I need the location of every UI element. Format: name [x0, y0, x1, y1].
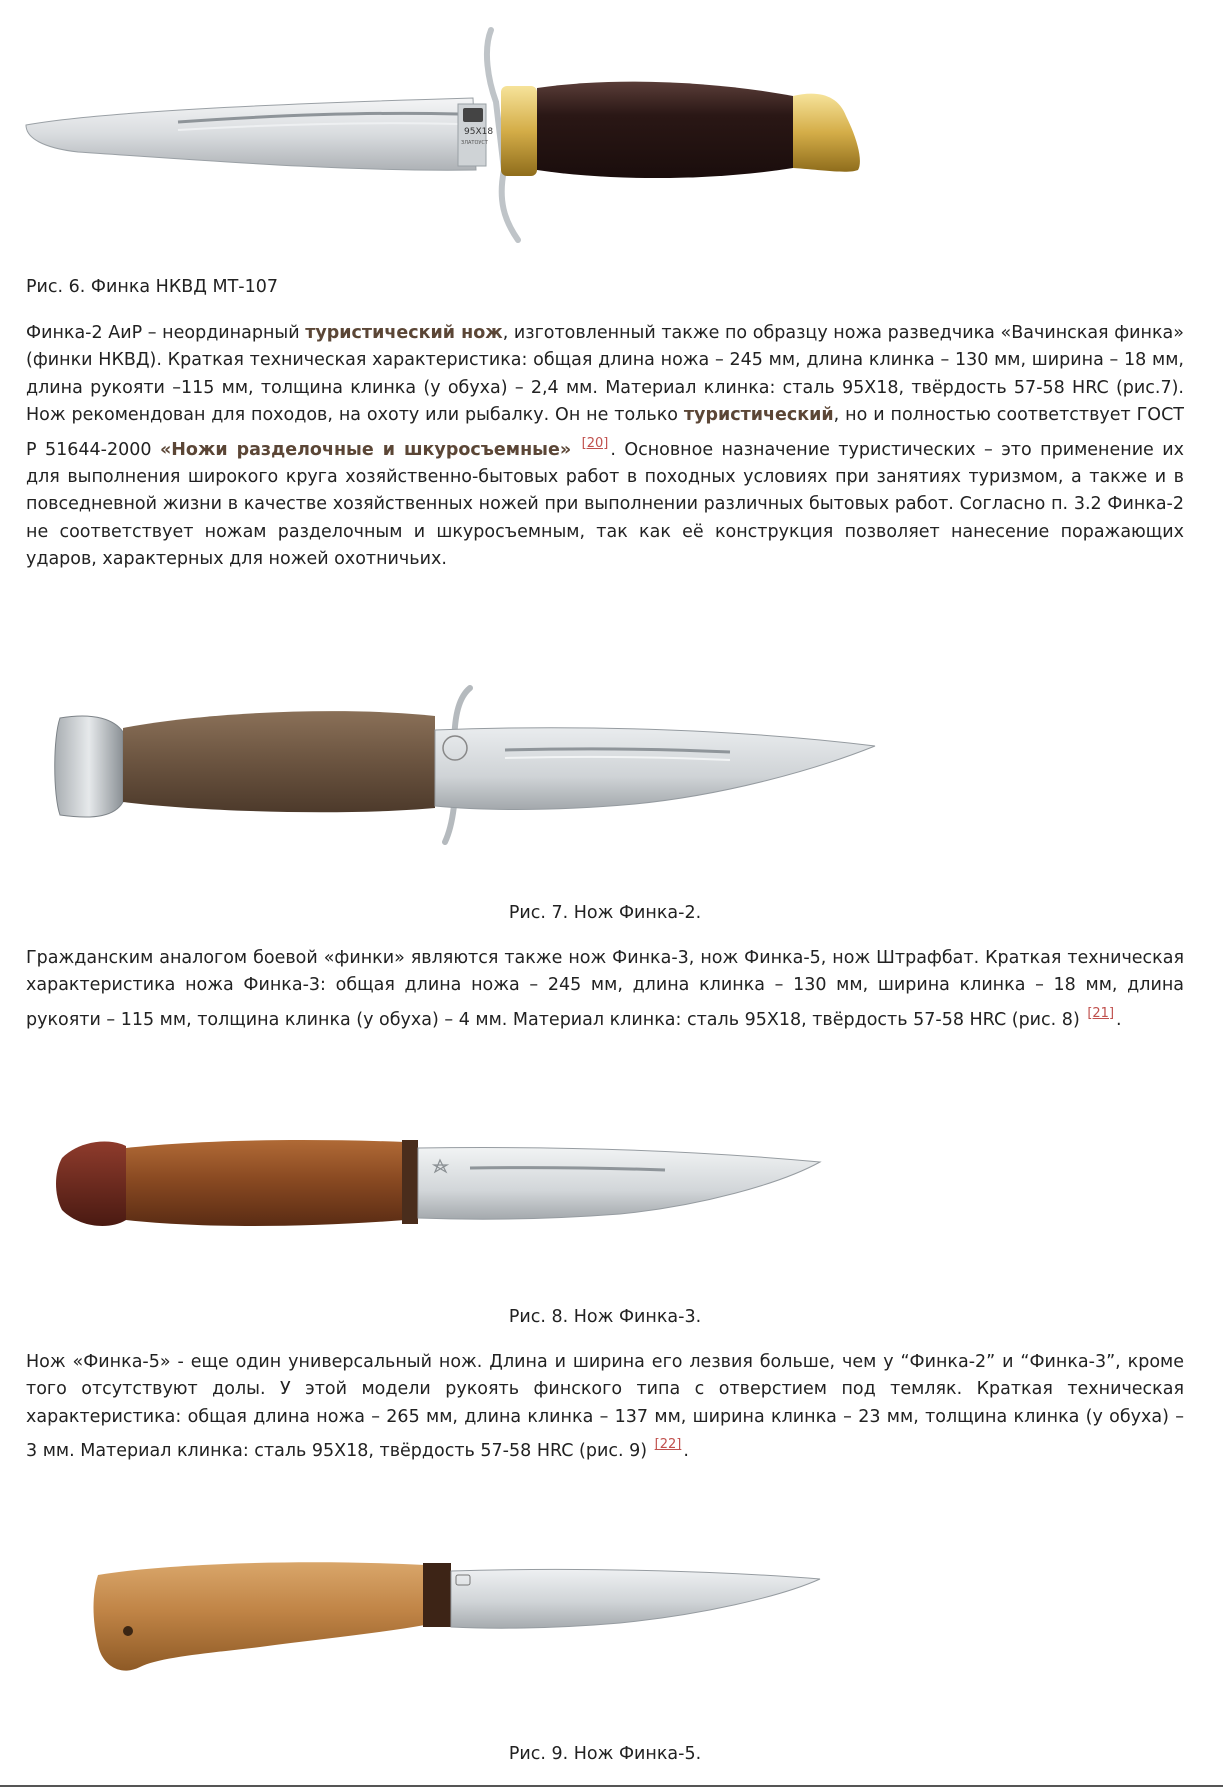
- text-run: Гражданским аналогом боевой «финки» являются также нож Финка-3, нож Финка-5, нож Штрафбат. Краткая техническая характеристика ножа Финка-3: общая длина ножа – 245 мм, длина клинка – 130 мм, ширина клинка – 18 мм, длина рукояти – 115 мм, толщина клинка (у обуха) – 4 мм. Материал клинка: сталь 95Х18, твёрдость 57-58 HRC (рис. 8): [26, 948, 1184, 1030]
- knife-finka-2-illustration: [25, 620, 905, 880]
- figure-7-caption: Рис. 7. Нож Финка-2.: [508, 903, 702, 923]
- paragraph-finka-2: [26, 320, 1184, 574]
- bold-term-gost-title: «Ножи разделочные и шкуросъемные»: [159, 439, 572, 460]
- text-run: Нож «Финка-5» - еще один универсальный нож. Длина и ширина его лезвия больше, чем у “Финка-2” и “Финка-3”, кроме того отсутствуют долы. У этой модели рукоять финского типа с отверстием под темляк. Краткая техническая характеристика: общая длина ножа – 265 мм, длина клинка – 137 мм, ширина клинка – 23 мм, толщина клинка (у обуха) – 3 мм. Материал клинка: сталь 95Х18, твёрдость 57-58 HRC (рис. 9): [26, 1352, 1184, 1462]
- blade-stamp-steel: 95X18: [464, 127, 494, 137]
- paragraph-finka-3: [26, 945, 1184, 1034]
- figure-6-image: [18, 20, 898, 260]
- figure-9-image: [80, 1535, 840, 1695]
- knife-finka-3-illustration: [40, 1110, 840, 1260]
- text-run: , изготовленный также по образцу ножа разведчика «Вачинская финка» (финки НКВД). Краткая техническая характеристика: общая длина ножа – 245 мм, длина клинка – 130 мм, ширина – 18 мм, длина рукояти –115 мм, толщина клинка (у обуха) – 2,4 мм. Материал клинка: сталь 95Х18, твёрдость 57-58 HRC (рис.7). Нож рекомендован для походов, на охоту или рыбалку. Он не только: [26, 323, 1184, 426]
- figure-9-caption: Рис. 9. Нож Финка-5.: [508, 1744, 702, 1764]
- text-run: .: [683, 1441, 689, 1462]
- figure-8-caption: Рис. 8. Нож Финка-3.: [508, 1307, 702, 1327]
- reference-link-22[interactable]: [22]: [654, 1437, 682, 1453]
- text-run: . Основное назначение туристических – это применение их для выполнения широкого круга хозяйственно-бытовых работ в походных условиях при занятиях туризмом, а также и в повседневной жизни в качестве хозяйственных ножей при выполнении различных бытовых работ. Согласно п. 3.2 Финка-2 не соответствует ножам разделочным и шкуросъемным, так как её конструкция позволяет нанесение поражающих ударов, характерных для ножей охотничьих.: [26, 439, 1185, 570]
- text-run: , но и полностью соответствует ГОСТ Р 51644-2000: [26, 405, 1184, 460]
- figure-8-image: [40, 1110, 840, 1260]
- paragraph-finka-5: [26, 1349, 1184, 1466]
- knife-finka-5-illustration: [80, 1535, 840, 1695]
- bold-term-tourist-knife: туристический нож: [305, 323, 503, 343]
- text-run: .: [1116, 1009, 1122, 1030]
- knife-nkvd-mt107-illustration: [18, 20, 898, 260]
- figure-6-caption: Рис. 6. Финка НКВД МТ-107: [26, 277, 278, 297]
- bold-term-tourist: туристический: [683, 405, 834, 426]
- reference-link-21[interactable]: [21]: [1087, 1005, 1115, 1021]
- blade-stamp-maker: ЗЛАТОУСТ: [461, 140, 488, 146]
- figure-7-image: [25, 620, 905, 880]
- text-run: Финка-2 АиР – неординарный: [26, 323, 306, 343]
- reference-link-20[interactable]: [20]: [581, 435, 609, 451]
